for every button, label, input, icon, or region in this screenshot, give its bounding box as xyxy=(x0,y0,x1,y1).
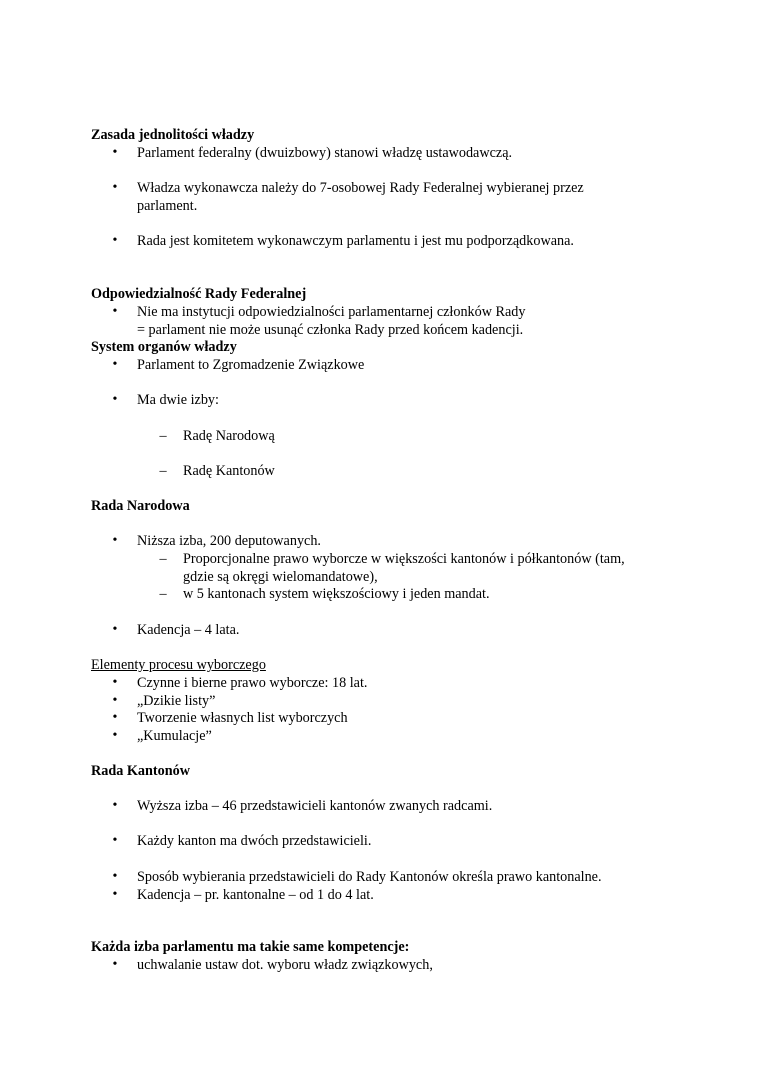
sub-list-item: Radę Kantonów xyxy=(183,463,275,479)
dash-icon: – xyxy=(159,428,167,444)
bullet-icon: • xyxy=(112,728,118,743)
bullet-icon: • xyxy=(112,887,118,902)
bullet-icon: • xyxy=(112,833,118,848)
dash-icon: – xyxy=(159,586,167,602)
heading-rada-narodowa: Rada Narodowa xyxy=(91,498,190,514)
heading-elementy-procesu: Elementy procesu wyborczego xyxy=(91,657,266,673)
heading-zasada-jednolitosci: Zasada jednolitości władzy xyxy=(91,127,255,143)
bullet-icon: • xyxy=(112,869,118,884)
bullet-icon: • xyxy=(112,710,118,725)
list-item: Nie ma instytucji odpowiedzialności parlamentarnej członków Rady xyxy=(137,304,526,320)
bullet-icon: • xyxy=(112,675,118,690)
bullet-icon: • xyxy=(112,392,118,407)
bullet-icon: • xyxy=(112,622,118,637)
heading-system-organow: System organów władzy xyxy=(91,339,237,355)
list-item-continuation: = parlament nie może usunąć członka Rady przed końcem kadencji. xyxy=(137,322,524,338)
sub-list-item: Proporcjonalne prawo wyborcze w większości kantonów i półkantonów (tam, xyxy=(183,551,625,567)
list-item: Rada jest komitetem wykonawczym parlamentu i jest mu podporządkowana. xyxy=(137,233,574,249)
heading-rada-kantonow: Rada Kantonów xyxy=(91,763,190,779)
bullet-icon: • xyxy=(112,357,118,372)
list-item: Parlament federalny (dwuizbowy) stanowi władzę ustawodawczą. xyxy=(137,145,513,161)
bullet-icon: • xyxy=(112,798,118,813)
heading-odpowiedzialnosc: Odpowiedzialność Rady Federalnej xyxy=(91,286,307,302)
list-item: uchwalanie ustaw dot. wyboru władz związkowych, xyxy=(137,957,433,973)
bullet-icon: • xyxy=(112,693,118,708)
heading-kompetencje: Każda izba parlamentu ma takie same kompetencje: xyxy=(91,939,410,955)
list-item: Ma dwie izby: xyxy=(137,392,219,408)
list-item: „Dzikie listy” xyxy=(137,693,216,709)
bullet-icon: • xyxy=(112,145,118,160)
dash-icon: – xyxy=(159,551,167,567)
list-item: „Kumulacje” xyxy=(137,728,212,744)
list-item: Każdy kanton ma dwóch przedstawicieli. xyxy=(137,833,372,849)
sub-list-item-continuation: gdzie są okręgi wielomandatowe), xyxy=(183,569,378,585)
list-item: Czynne i bierne prawo wyborcze: 18 lat. xyxy=(137,675,368,691)
bullet-icon: • xyxy=(112,233,118,248)
list-item: Sposób wybierania przedstawicieli do Rady Kantonów określa prawo kantonalne. xyxy=(137,869,602,885)
list-item: Kadencja – pr. kantonalne – od 1 do 4 lat. xyxy=(137,887,374,903)
list-item: Kadencja – 4 lata. xyxy=(137,622,240,638)
bullet-icon: • xyxy=(112,304,118,319)
sub-list-item: Radę Narodową xyxy=(183,428,275,444)
list-item-continuation: parlament. xyxy=(137,198,198,214)
bullet-icon: • xyxy=(112,957,118,972)
sub-list-item: w 5 kantonach system większościowy i jeden mandat. xyxy=(183,586,490,602)
list-item: Niższa izba, 200 deputowanych. xyxy=(137,533,321,549)
bullet-icon: • xyxy=(112,180,118,195)
bullet-icon: • xyxy=(112,533,118,548)
list-item: Parlament to Zgromadzenie Związkowe xyxy=(137,357,365,373)
list-item: Wyższa izba – 46 przedstawicieli kantonów zwanych radcami. xyxy=(137,798,493,814)
list-item: Tworzenie własnych list wyborczych xyxy=(137,710,348,726)
list-item: Władza wykonawcza należy do 7-osobowej Rady Federalnej wybieranej przez xyxy=(137,180,584,196)
dash-icon: – xyxy=(159,463,167,479)
